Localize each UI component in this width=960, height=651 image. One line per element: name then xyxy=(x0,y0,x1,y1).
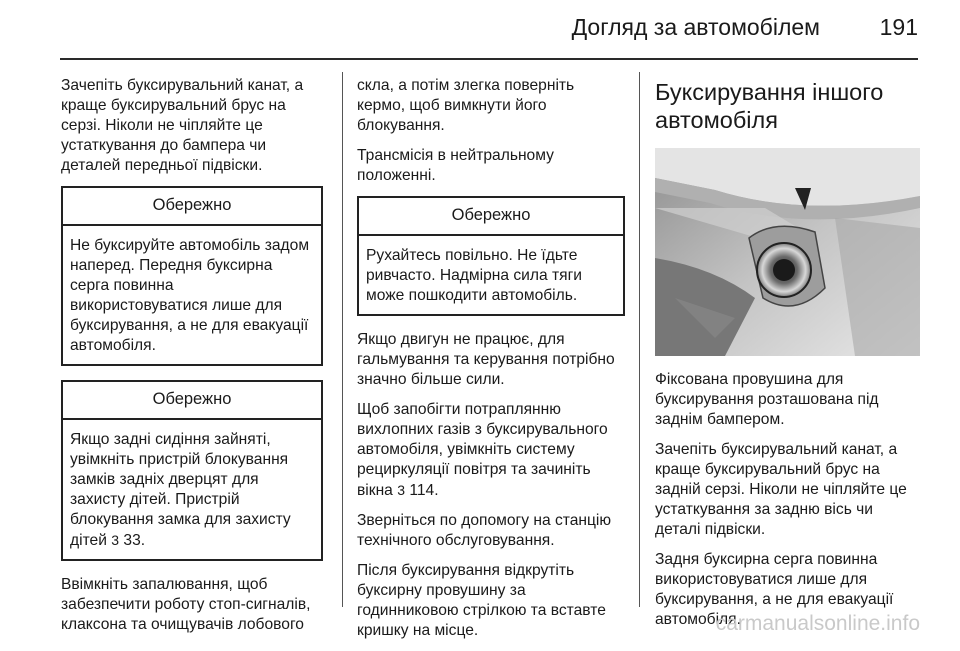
caution-heading: Обережно xyxy=(63,188,321,226)
header-title: Догляд за автомобілем xyxy=(571,14,820,40)
column-2 xyxy=(357,76,625,651)
column-divider-1 xyxy=(342,72,343,607)
paragraph-rear-attach: Зачепіть буксирувальний канат, а краще буксирувальний брус на задній серзі. Ніколи не чіпляйте це устаткування за задню вісь чи деталі підвіски. xyxy=(655,441,907,538)
paragraph-rear-eye-usage: Задня буксирна серга повинна використовуватися лише для буксирування, а не для евакуації автомобіля. xyxy=(655,551,894,628)
column-1 xyxy=(61,76,323,645)
paragraph-exhaust-text: Щоб запобігти потраплянню вихлопних газів з буксирувального автомобіля, увімкніть систему рециркуляції повітря та зачиніть вікна xyxy=(357,401,608,499)
column-3 xyxy=(655,76,920,640)
caution-text: Рухайтесь повільно. Не їдьте ривчасто. Надмірна сила тяги може пошкодити автомобіль. xyxy=(366,247,582,304)
section-title: Буксирування іншого автомобіля xyxy=(655,79,884,133)
page-reference-link[interactable]: 33. xyxy=(123,532,146,549)
caution-heading: Обережно xyxy=(63,382,321,420)
watermark: carmanualsonline.info xyxy=(715,612,920,635)
paragraph-neutral: Трансмісія в нейтральному положенні. xyxy=(357,147,554,184)
paragraph-service: Зверніться по допомогу на станцію технічного обслуговування. xyxy=(357,512,612,549)
reference-arrow-icon: 3 xyxy=(111,532,120,548)
reference-arrow-icon: 3 xyxy=(397,482,405,498)
photo-caption: Фіксована провушина для буксирування розташована під заднім бампером. xyxy=(655,371,879,428)
caution-text-container xyxy=(63,420,321,559)
paragraph-ignition: Ввімкніть запалювання, щоб забезпечити роботу стоп-сигналів, клаксона та очищувачів лобового xyxy=(61,576,311,633)
caution-text: Якщо задні сидіння зайняті, увімкніть пристрій блокування замків задніх дверцят для захисту дітей. Пристрій блокування замка для захисту дітей xyxy=(70,431,291,549)
paragraph-exhaust xyxy=(357,400,625,501)
caution-heading: Обережно xyxy=(359,198,623,236)
page-reference-link[interactable]: 114. xyxy=(409,482,439,499)
header-rule xyxy=(60,58,918,60)
column-divider-2 xyxy=(639,72,640,607)
page-number: 191 xyxy=(879,14,918,40)
towing-eye-photo xyxy=(655,148,920,356)
caution-box-3 xyxy=(357,196,625,316)
caution-box-1 xyxy=(61,186,323,366)
caution-box-2 xyxy=(61,380,323,561)
paragraph-engine-off: Якщо двигун не працює, для гальмування та керування потрібно значно більше сили. xyxy=(357,331,615,388)
paragraph-after-towing: Після буксирування відкрутіть буксирну провушину за годинниковою стрілкою та вставте кришку на місце. xyxy=(357,562,606,639)
paragraph-steering: скла, а потім злегка поверніть кермо, щоб вимкнути його блокування. xyxy=(357,77,575,134)
caution-text: Не буксируйте автомобіль задом наперед. Передня буксирна серга повинна використовуватися лише для буксирування, а не для евакуації автомобіля. xyxy=(70,237,310,354)
paragraph-attach-rope: Зачепіть буксирувальний канат, а краще буксирувальний брус на серзі. Ніколи не чіпляйте це устаткування до бампера чи деталей передньої підвіски. xyxy=(61,77,304,174)
